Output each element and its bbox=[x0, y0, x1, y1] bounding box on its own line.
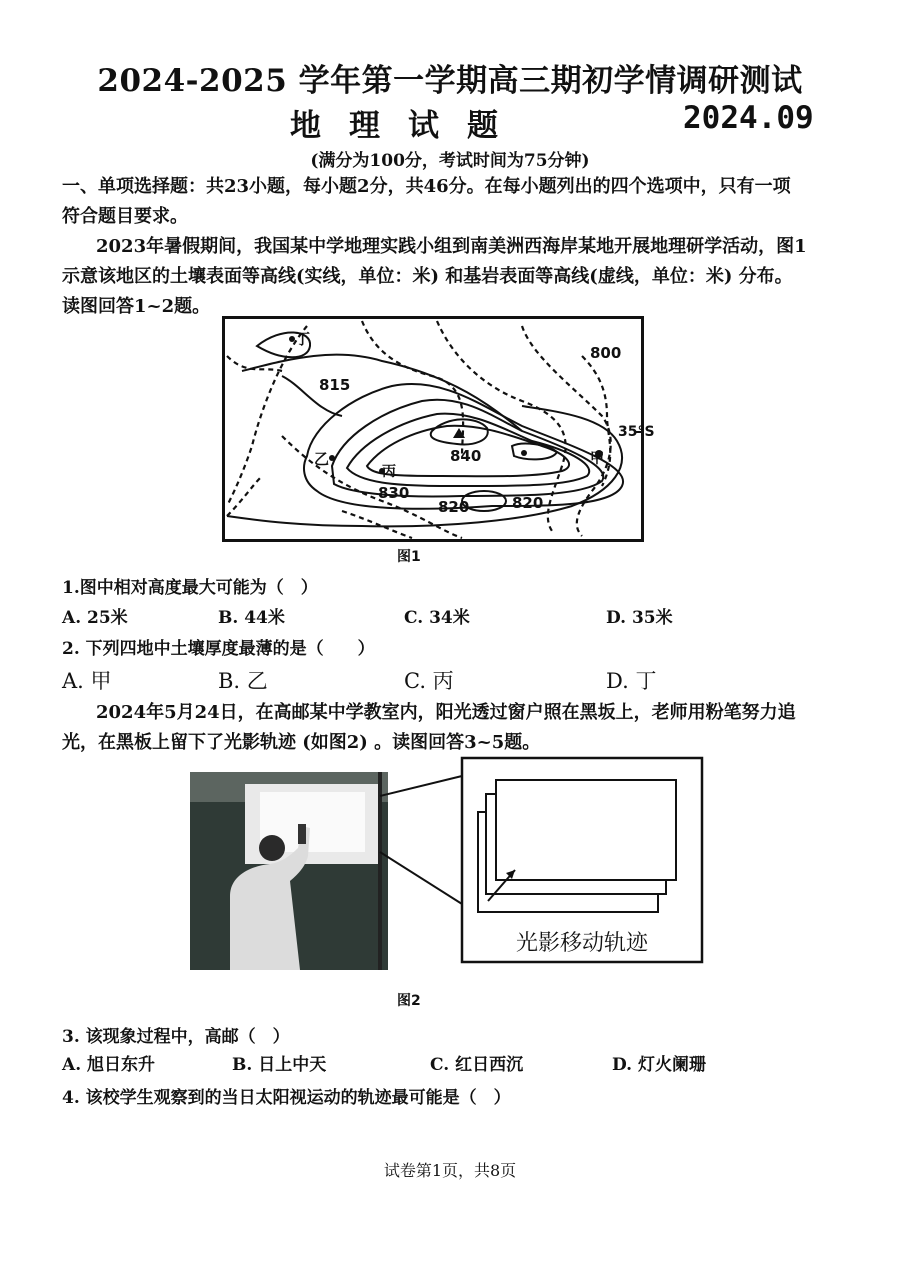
subject-title: 地理试题 bbox=[290, 108, 526, 144]
passage-2 bbox=[62, 698, 852, 758]
q1-option-d[interactable]: D. 35米 bbox=[606, 608, 673, 628]
exam-date: 2024.09 bbox=[683, 100, 814, 136]
q2-option-b[interactable]: B. 乙 bbox=[218, 669, 268, 693]
passage-line: 光，在黑板上留下了光影轨迹 (如图2) 。读图回答3~5题。 bbox=[62, 732, 541, 753]
inset-label: 光影移动轨迹 bbox=[515, 931, 649, 956]
question-1: 1.图中相对高度最大可能为（ ） bbox=[62, 578, 318, 598]
page-footer: 试卷第1页，共8页 bbox=[383, 1161, 517, 1180]
passage-line: 2024年5月24日，在高邮某中学教室内，阳光透过窗户照在黑坂上，老师用粉笔努力追 bbox=[96, 702, 796, 723]
label-bing: 丙 bbox=[382, 464, 396, 480]
figure1-caption: 图1 bbox=[397, 549, 421, 565]
q3-option-a[interactable]: A. 旭日东升 bbox=[62, 1055, 156, 1075]
question-2: 2. 下列四地中土壤厚度最薄的是（ ） bbox=[62, 639, 375, 659]
passage-1 bbox=[62, 232, 852, 322]
contour-label: 820 bbox=[438, 498, 470, 516]
blackboard-figure bbox=[190, 756, 710, 978]
label-latitude: 35°S bbox=[618, 424, 655, 440]
q3-option-b[interactable]: B. 日上中天 bbox=[232, 1055, 327, 1075]
q1-option-b[interactable]: B. 44米 bbox=[218, 608, 285, 628]
label-jia: 甲 bbox=[590, 451, 604, 467]
contour-label: 820 bbox=[512, 494, 544, 512]
question-3: 3. 该现象过程中，高邮（ ） bbox=[62, 1027, 290, 1047]
q2-option-c[interactable]: C. 丙 bbox=[404, 669, 454, 693]
q2-option-d[interactable]: D. 丁 bbox=[606, 669, 657, 693]
contour-label: 800 bbox=[590, 344, 622, 362]
label-ding: 丁 bbox=[295, 330, 311, 348]
q3-option-d[interactable]: D. 灯火阑珊 bbox=[612, 1055, 706, 1075]
label-yi: 乙 bbox=[314, 450, 330, 468]
contour-label: 840 bbox=[450, 447, 482, 465]
exam-title: 2024-2025 学年第一学期高三期初学情调研测试 bbox=[97, 63, 803, 99]
q1-option-c[interactable]: C. 34米 bbox=[404, 608, 470, 628]
contour-label: 830 bbox=[378, 484, 410, 502]
exam-note: (满分为100分，考试时间为75分钟) bbox=[310, 151, 590, 171]
question-4: 4. 该校学生观察到的当日太阳视运动的轨迹最可能是（ ） bbox=[62, 1088, 511, 1108]
section-intro-line: 符合题目要求。 bbox=[62, 206, 188, 227]
figure2-caption: 图2 bbox=[397, 993, 421, 1009]
passage-line: 示意该地区的土壤表面等高线(实线，单位：米) 和基岩表面等高线(虚线，单位：米) 分布。 bbox=[62, 266, 793, 287]
q1-option-a[interactable]: A. 25米 bbox=[62, 608, 128, 628]
contour-label: 815 bbox=[319, 376, 351, 394]
q2-option-a[interactable]: A. 甲 bbox=[62, 669, 112, 693]
contour-map bbox=[222, 316, 655, 542]
q3-option-c[interactable]: C. 红日西沉 bbox=[430, 1055, 524, 1075]
section-intro-line: 一、单项选择题：共23小题，每小题2分，共46分。在每小题列出的四个选项中，只有一项 bbox=[62, 176, 791, 197]
passage-line: 2023年暑假期间，我国某中学地理实践小组到南美洲西海岸某地开展地理研学活动，图1 bbox=[96, 236, 807, 257]
passage-line: 读图回答1~2题。 bbox=[62, 296, 211, 317]
section-intro bbox=[62, 172, 852, 232]
